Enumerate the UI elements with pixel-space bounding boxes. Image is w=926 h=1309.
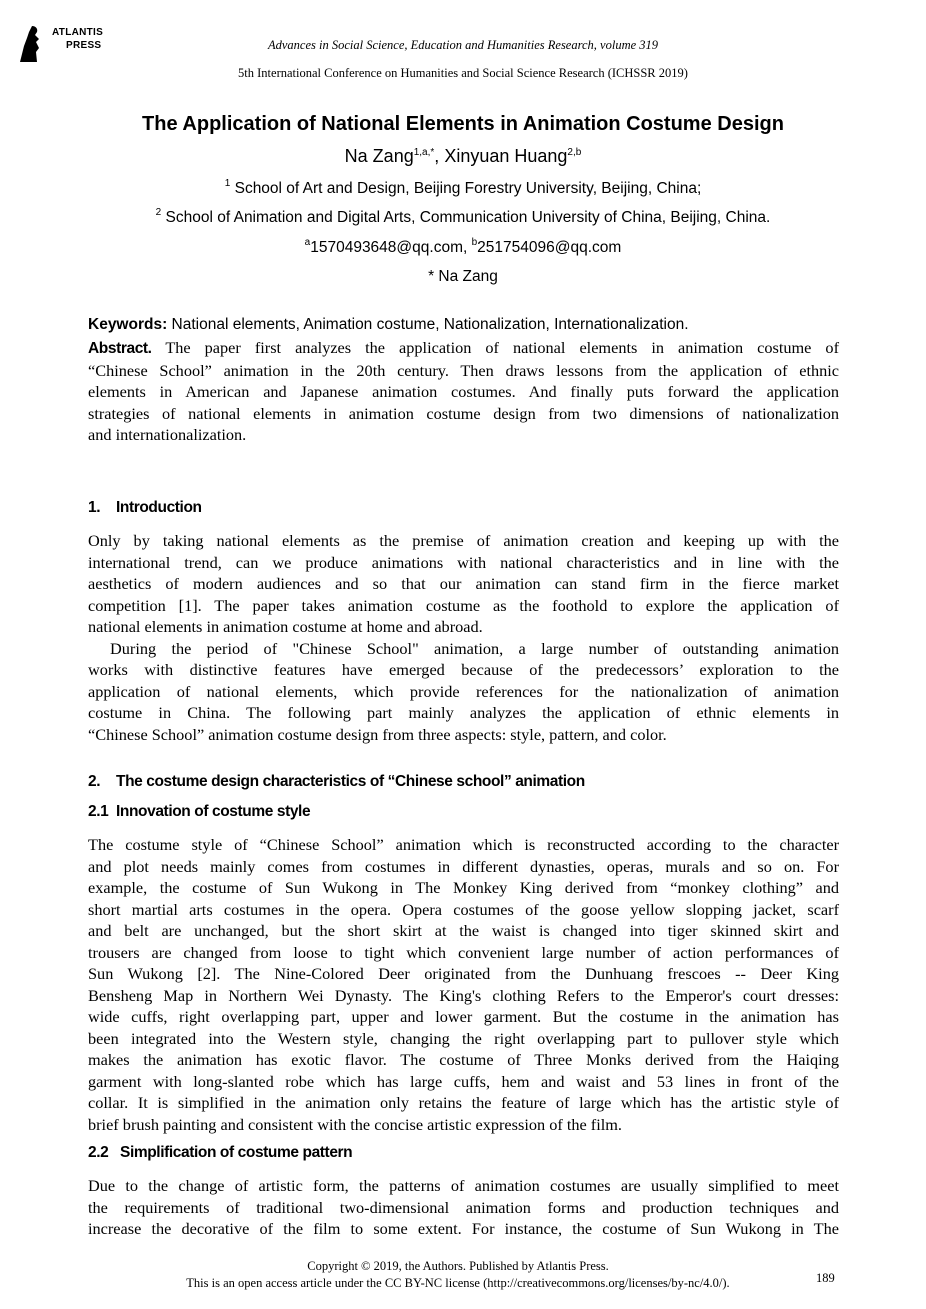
abstract-line: and internationalization.	[88, 425, 247, 444]
text-line: trousers are changed from loose to tight which convenient large number of action performances of	[88, 942, 839, 962]
text-line: aesthetics of modern audiences and so that our animation can stand firm in the fierce market	[88, 574, 839, 593]
intro-paragraph-1	[88, 530, 839, 745]
text-line: example, the costume of Sun Wukong in The Monkey King derived from “monkey clothing” and	[88, 878, 839, 897]
text-line: Bensheng Map in Northern Wei Dynasty. The King's clothing Refers to the Emperor's court dresses:	[88, 985, 839, 1005]
section-2-2-paragraph	[88, 1175, 839, 1240]
author-sep: ,	[434, 146, 445, 166]
author-1-sup: 1,a,*	[413, 147, 435, 158]
author-1: Na Zang	[344, 146, 414, 166]
section-number: 2.1	[88, 803, 109, 820]
affiliation-1	[0, 180, 926, 198]
aff-sup: 1	[224, 178, 231, 189]
section-title: Simplification of costume pattern	[120, 1144, 353, 1161]
text-line: and plot needs mainly comes from costumes in different dynasties, operas, murals and so on. For	[88, 856, 839, 876]
text-line: Only by taking national elements as the premise of animation creation and keeping up with the	[88, 531, 839, 550]
text-line: brief brush painting and consistent with the concise artistic expression of the film.	[88, 1114, 622, 1134]
text-line: national elements in animation costume at home and abroad.	[88, 617, 483, 636]
text-line: Sun Wukong [2]. The Nine-Colored Deer originated from the Dunhuang frescoes -- Deer King	[88, 964, 839, 983]
abstract-label: Abstract.	[88, 340, 152, 357]
journal-name: Advances in Social Science, Education and Humanities Research, volume 319	[267, 38, 659, 52]
text-line: Due to the change of artistic form, the patterns of animation costumes are usually simplified to meet	[88, 1176, 839, 1195]
authors	[0, 146, 926, 167]
atlantis-press-logo: ATLANTIS PRESS	[18, 24, 118, 64]
section-1-heading	[88, 499, 202, 517]
email-sup: b	[471, 237, 478, 248]
section-2-heading	[88, 773, 585, 791]
conference-name: 5th International Conference on Humanities and Social Science Research (ICHSSR 2019)	[238, 66, 688, 80]
footer-copyright: Copyright © 2019, the Authors. Published by Atlantis Press.	[307, 1259, 609, 1273]
keywords-label: Keywords:	[88, 316, 168, 333]
footer-license[interactable]: This is an open access article under the CC BY-NC license (http://creativecommons.org/licenses/by-nc/4.0/).	[186, 1276, 730, 1290]
text-line: increase the decorative of the film to some extent. For instance, the costume of Sun Wukong in The	[88, 1219, 839, 1238]
section-number: 1.	[88, 499, 101, 516]
text-line: application of national elements, which provide references for the nationalization of animation	[88, 681, 839, 701]
text-line: works with distinctive features have emerged because of the predecessors’ exploration to the	[88, 660, 839, 679]
section-number: 2.2	[88, 1144, 109, 1161]
text-line: collar. It is simplified in the animation only retains the feature of large which has the artistic style of	[88, 1093, 839, 1112]
text-line: short martial arts costumes in the opera. Opera costumes of the goose yellow slopping jacket, scarf	[88, 899, 839, 919]
section-title: Introduction	[116, 499, 202, 516]
text-line: garment with long-slanted robe which has large cuffs, hem and waist and 53 lines in front of the	[88, 1071, 839, 1091]
emails	[0, 239, 926, 257]
abstract-text: The paper first analyzes the application of national elements in animation costume of	[151, 338, 839, 357]
section-number: 2.	[88, 773, 101, 790]
text-line: During the period of "Chinese School" animation, a large number of outstanding animation	[110, 638, 839, 658]
paper-title: The Application of National Elements in Animation Costume Design	[142, 113, 784, 135]
text-line: been integrated into the Western style, changing the right overlapping part to pullover style which	[88, 1028, 839, 1048]
text-line: competition [1]. The paper takes animation costume as the foothold to explore the application of	[88, 595, 839, 615]
keywords	[88, 316, 689, 334]
section-2-2-heading	[88, 1144, 352, 1162]
text-line: and belt are unchanged, but the short skirt at the waist is changed into tiger skinned skirt and	[88, 921, 839, 940]
email-b[interactable]: 251754096@qq.com	[477, 239, 622, 256]
text-line: makes the animation has exotic flavor. The costume of Three Monks derived from the Haiqing	[88, 1050, 839, 1069]
section-2-1-heading	[88, 803, 310, 821]
aff-sup: 2	[155, 207, 162, 218]
abstract-line	[88, 337, 839, 360]
text-line: The costume style of “Chinese School” animation which is reconstructed according to the character	[88, 835, 839, 854]
abstract-line: elements in American and Japanese animation costumes. And finally puts forward the application	[88, 382, 839, 401]
email-sup: a	[304, 237, 311, 248]
author-2: Xinyuan Huang	[444, 146, 568, 166]
abstract	[88, 337, 839, 446]
affiliation-2	[0, 209, 926, 227]
corresponding-author: * Na Zang	[428, 268, 498, 285]
text-line: the requirements of traditional two-dimensional animation forms and production techniques and	[88, 1197, 839, 1217]
author-2-sup: 2,b	[567, 147, 582, 158]
abstract-line: “Chinese School” animation in the 20th century. Then draws lessons from the application of ethnic	[88, 360, 839, 380]
section-title: Innovation of costume style	[116, 803, 311, 820]
aff-text: School of Art and Design, Beijing Forestry University, Beijing, China;	[230, 180, 702, 197]
page-number: 189	[816, 1271, 835, 1285]
text-line: costume in China. The following part mainly analyzes the application of ethnic elements in	[88, 703, 839, 722]
aff-text: School of Animation and Digital Arts, Communication University of China, Beijing, China.	[161, 209, 771, 226]
email-a[interactable]: 1570493648@qq.com,	[310, 239, 472, 256]
text-line: “Chinese School” animation costume design from three aspects: style, pattern, and color.	[88, 724, 667, 744]
keywords-text: National elements, Animation costume, Nationalization, Internationalization.	[167, 316, 689, 333]
abstract-line: strategies of national elements in animation costume design from two dimensions of nationalization	[88, 403, 839, 423]
text-line: wide cuffs, right overlapping part, upper and lower garment. But the costume in the animation has	[88, 1007, 839, 1026]
text-line: international trend, can we produce animations with national characteristics and in line with the	[88, 552, 839, 572]
section-title: The costume design characteristics of “Chinese school” animation	[116, 773, 585, 790]
section-2-1-paragraph	[88, 834, 839, 1135]
